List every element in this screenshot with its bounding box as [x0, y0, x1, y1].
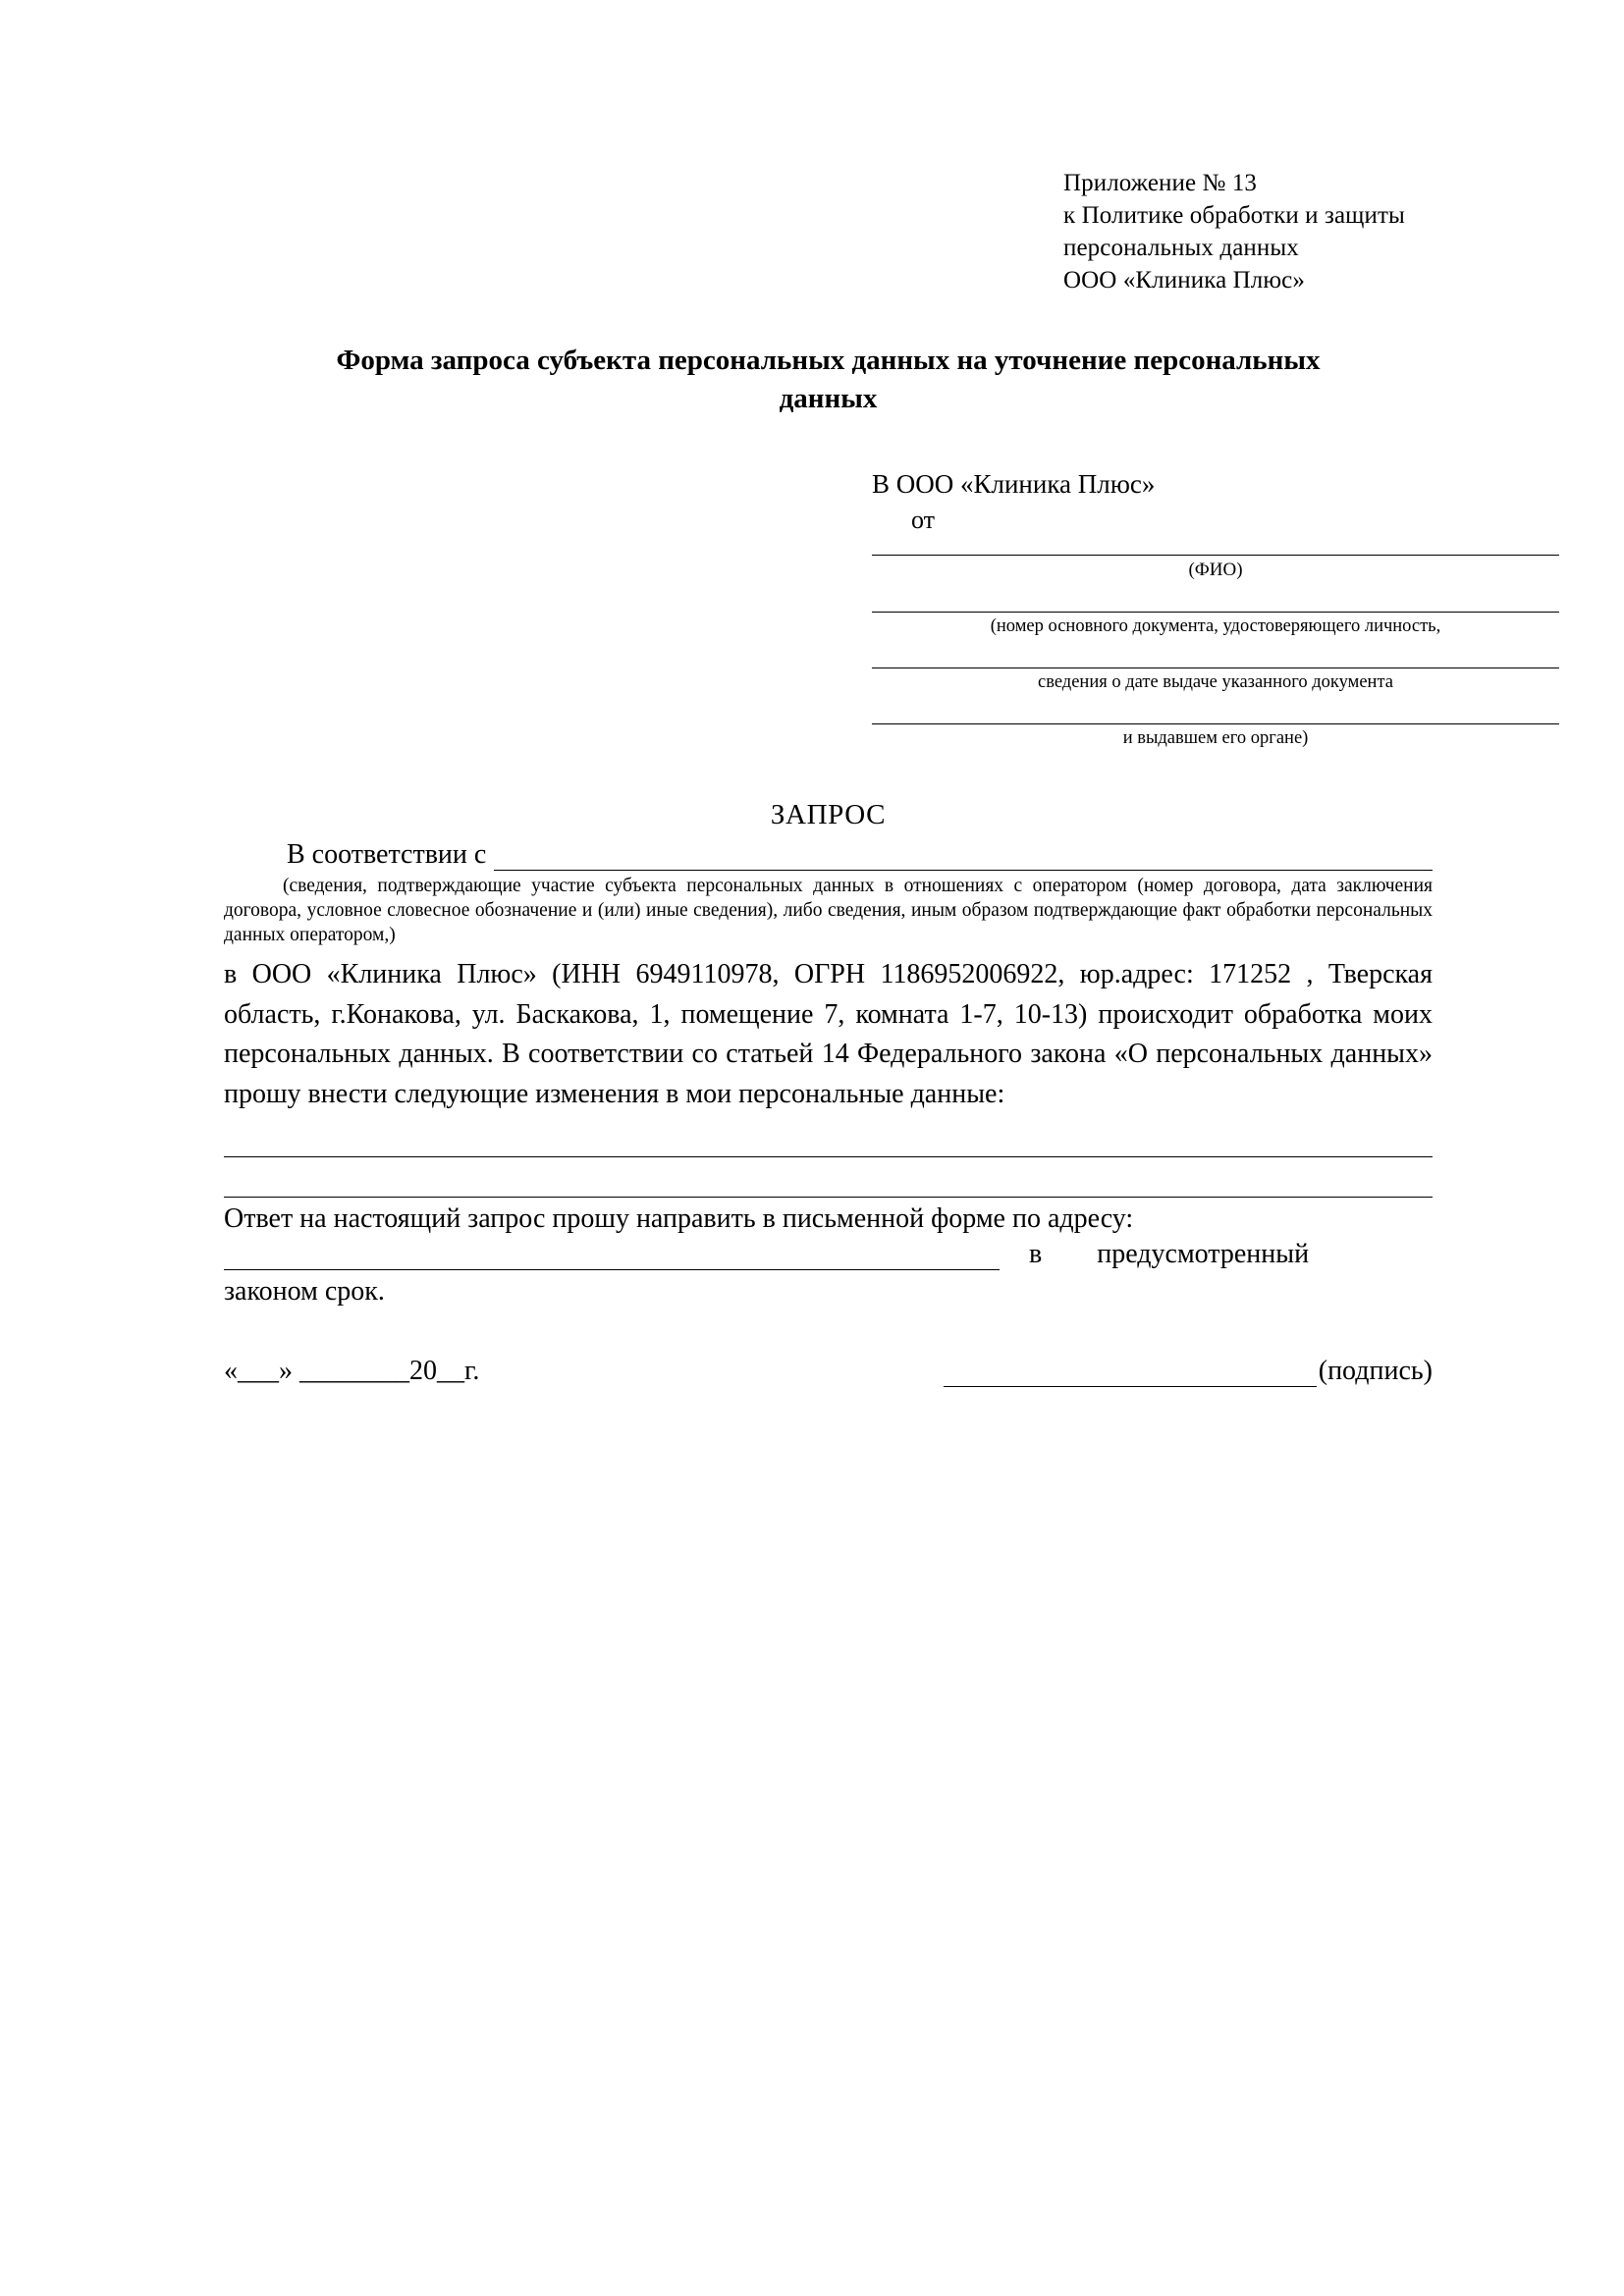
accordance-label: В соответствии с — [287, 839, 487, 871]
request-heading: ЗАПРОС — [770, 799, 887, 831]
accordance-row — [224, 839, 1433, 871]
addressee-fields — [872, 535, 1559, 750]
field-fio-line[interactable] — [872, 535, 1559, 556]
appendix-line-1: Приложение № 13 — [1063, 170, 1258, 196]
page-title: Форма запроса субъекта персональных данных на уточнение персональных данных — [336, 345, 1321, 415]
appendix-line-4: ООО «Клиника Плюс» — [1063, 267, 1305, 294]
field-document-issuer-caption: и выдавшем его органе) — [1122, 728, 1309, 749]
appendix-header — [1063, 167, 1433, 296]
signature-input-line[interactable] — [944, 1359, 1317, 1387]
signature-row — [224, 1356, 1433, 1387]
addressee-from-label: от — [911, 506, 936, 535]
addressee-organization: В ООО «Клиника Плюс» — [872, 469, 1156, 500]
field-document-date-caption: сведения о дате выдаче указанного документа — [1038, 672, 1393, 693]
answer-address-input-line[interactable] — [224, 1240, 1000, 1270]
accordance-fineprint-text: (сведения, подтверждающие участие субъекта персональных данных в отношениях с оператором (номер договора, дата заключения договора, условное словесное обозначение и (или) иные сведения), либо сведения, иным образом подтверждающие факт обработки персональных данных оператором,) — [224, 876, 1433, 946]
answer-end: законом срок. — [224, 1276, 385, 1308]
field-document-number-caption: (номер основного документа, удостоверяющего личность, — [990, 616, 1441, 637]
field-document-issuer-line[interactable] — [872, 704, 1559, 724]
field-document-date-line[interactable] — [872, 648, 1559, 668]
answer-address-row — [224, 1239, 1433, 1270]
field-fio-caption: (ФИО) — [1188, 560, 1243, 581]
answer-intro: Ответ на настоящий запрос прошу направить в письменной форме по адресу: — [224, 1202, 1134, 1234]
changes-line-2[interactable] — [224, 1157, 1433, 1198]
appendix-line-3: персональных данных — [1063, 235, 1299, 261]
request-body: в ООО «Клиника Плюс» (ИНН 6949110978, ОГРН 1186952006922, юр.адрес: 171252 , Тверская область, г.Конакова, ул. Баскакова, 1, помещение 7, комната 1-7, 10-13) происходит обработка моих персональных данных. В соответствии со статьей 14 Федерального закона «О персональных данных» прошу внести следующие изменения в мои персональные данные: — [224, 959, 1433, 1110]
field-document-number-line[interactable] — [872, 592, 1559, 613]
accordance-input-line[interactable] — [494, 844, 1433, 871]
signature-label: (подпись) — [1318, 1355, 1433, 1386]
addressee-block — [224, 469, 1441, 750]
changes-line-1[interactable] — [224, 1115, 1433, 1157]
signature-date[interactable]: «___» ________20__г. — [224, 1355, 480, 1386]
appendix-line-2: к Политике обработки и защиты — [1063, 202, 1405, 229]
accordance-fineprint — [224, 875, 1433, 948]
answer-address-tail: в предусмотренный — [1029, 1239, 1310, 1270]
